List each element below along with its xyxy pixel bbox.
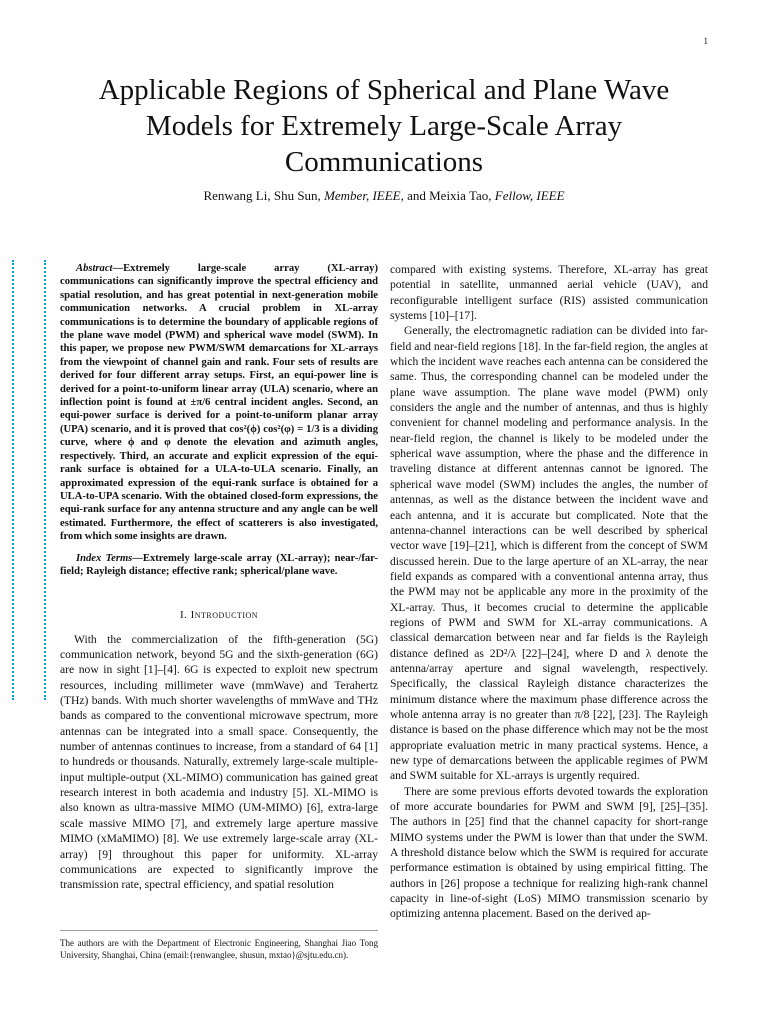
section-heading-introduction: I. Introduction [179, 609, 259, 622]
left-column [60, 262, 378, 893]
index-terms-lead: Index Terms [76, 552, 133, 564]
abstract [60, 262, 378, 544]
abstract-lead: Abstract [76, 263, 113, 274]
intro-paragraph-4: There are some previous efforts devoted towards the exploration of more accurate boundaries for PWM and SWM [9], [25]–[35]. The authors in [25] find that the channel capacity for short-range MIMO systems under the PWM is lower than that under the SWM. A threshold distance below which the SWM is required for accurate performance estimation is obtained by using empirical fitting. The authors in [26] propose a technique for realizing high-rank channel capacity in line-of-sight (LoS) MIMO transmission scenario by optimizing antenna placement. Based on the derived ap- [390, 784, 708, 921]
author-title-2: Fellow, IEEE [494, 188, 565, 203]
right-column [390, 262, 708, 922]
intro-paragraph-1: With the commercialization of the fifth-generation (5G) communication network, beyond 5G and the sixth-generation (6G) are now in sight [1]–[4]. 6G is expected to exploit new spectrum resources, including millimeter wave (mmWave) and Terahertz (THz) bands. With much shorter wavelengths of mmWave and THz bands as compared to the conventional microwave spectrum, more antennas can be integrated into a small space. Consequently, the number of antennas continues to increase, from a standard of 64 [1] to hundreds or thousands. Naturally, extremely large-scale multiple-input multiple-output (XL-MIMO) communication has gained great research interest in both academia and industry [5]. XL-MIMO is also known as ultra-massive MIMO (UM-MIMO) [6], extra-large scale massive MIMO [7], and extremely large aperture massive MIMO (xMaMIMO) [8]. We use extremely large-scale array (XL-array) [9] throughout this paper for uniformity. XL-array communications are expected to significantly improve the transmission rate, spectral efficiency, and spatial resolution [60, 632, 378, 892]
left-margin-marker [12, 260, 46, 700]
author-line [60, 188, 708, 204]
author-affiliation-footnote: The authors are with the Department of Electronic Engineering, Shanghai Jiao Tong University, Shanghai, China (email:{renwanglee, shusun, mxtao}@sjtu.edu.cn). [60, 930, 378, 961]
index-terms-text: —Extremely large-scale array (XL-array); near-/far-field; Rayleigh distance; effective rank; spherical/plane wave. [60, 552, 378, 577]
paper-title: Applicable Regions of Spherical and Plane Wave Models for Extremely Large-Scale Array Communications [98, 74, 670, 178]
author-title-1: Member, IEEE [324, 188, 401, 203]
author-names-1: Renwang Li, Shu Sun, [203, 188, 325, 203]
index-terms [60, 552, 378, 579]
page-number: 1 [703, 36, 708, 46]
author-names-2: , and Meixia Tao, [400, 188, 495, 203]
abstract-text: —Extremely large-scale array (XL-array) communications can significantly improve the spectral efficiency and spatial resolution, and has great potential in next-generation mobile communication networks. A crucial problem in XL-array communications is to determine the boundary of applicable regions of the plane wave model (PWM) and spherical wave model (SWM). In this paper, we propose new PWM/SWM demarcations for XL-arrays from the viewpoint of channel gain and rank. Four sets of results are derived for four different array setups. First, an equi-power line is derived for a point-to-uniform linear array (ULA) scenario, where an inflection point is found at ±π/6 central incident angles. Second, an equi-power surface is derived for a point-to-uniform planar array (UPA) scenario, and it is proved that cos²(ϕ) cos²(φ) = 1/3 is a dividing curve, where ϕ and φ denote the elevation and azimuth angles, respectively. Third, an accurate and explicit expression of the equi-rank surface is obtained for a ULA-to-ULA scenario. Finally, an approximated expression of the equi-rank surface is obtained for a ULA-to-UPA scenario. With the obtained closed-form expressions, the equi-rank surface for any antenna structure and any angle can be well estimated. Furthermore, the effect of scatterers is also investigated, from which some insights are drawn. [60, 263, 378, 543]
intro-paragraph-2: compared with existing systems. Therefore, XL-array has great potential in satellite, unmanned aerial vehicle (UAV), and reconfigurable intelligent surface (RIS) assisted communication systems [10]–[17]. [390, 263, 708, 323]
intro-paragraph-3: Generally, the electromagnetic radiation can be divided into far-field and near-field regions [18]. In the far-field region, the angles at which the incident wave reaches each antenna can be considered the same. Thus, the corresponding channel can be modeled under the plane wave assumption. The plane wave model (PWM) only considers the angle and the number of antennas, and thus is highly convenient for channel modeling and performance analysis. In the near-field region, the channel is likely to be modeled under the spherical wave assumption, where the phase and the difference in traveling distance at different antennas cannot be ignored. The spherical wave model (SWM) includes the angles, the number of antennas, as well as the distance between the incident wave and each antenna, and it is accurate but complicated. Note that the antenna-channel interactions can be well described by spherical vector wave [19]–[21], which is different from the concept of SWM discussed herein. Due to the large aperture of an XL-array, the near field expands as compared with a conventional antenna array, thus the PWM may not be applicable any more in the proximity of the XL-array. Thus, it becomes crucial to determine the applicable regions of PWM and SWM for XL-array communications. A classical demarcation between near and far fields is the Rayleigh distance defined as 2D²/λ [22]–[24], where D and λ denote the antenna/array aperture and signal wavelength, respectively. Specifically, the classical Rayleigh distance characterizes the minimum distance where the maximum phase difference across the whole antenna array is no greater than π/8 [22], [23]. The Rayleigh distance is based on the phase difference which may not be the most appropriate evaluation metric in many practical systems. Hence, a new type of demarcations between the applicable regimes of PWM and SWM suitable for XL-arrays is urgently required. [390, 324, 708, 783]
